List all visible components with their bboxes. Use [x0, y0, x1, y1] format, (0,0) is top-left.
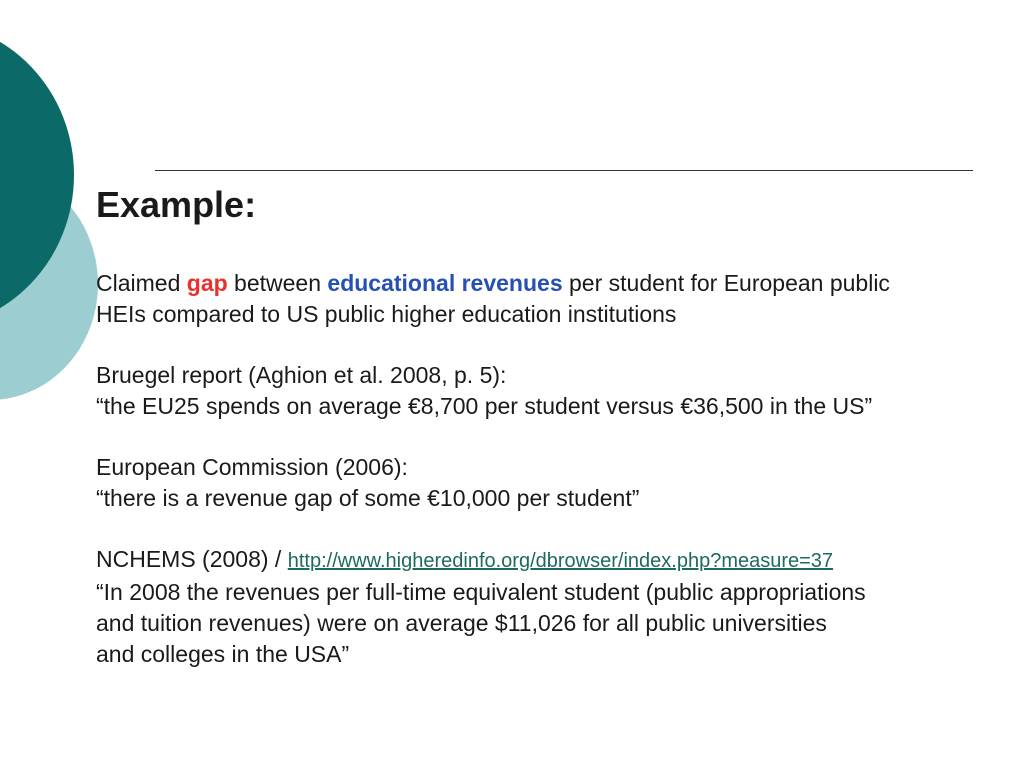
- revenues-highlight: educational revenues: [327, 270, 563, 296]
- nchems-paragraph: [96, 544, 996, 670]
- claim-text-post: per student for European public: [562, 270, 890, 296]
- commission-paragraph: [96, 452, 996, 514]
- claim-text-pre: Claimed: [96, 270, 187, 296]
- gap-highlight: gap: [186, 270, 228, 296]
- commission-source: European Commission (2006):: [96, 454, 408, 480]
- bruegel-source: Bruegel report (Aghion et al. 2008, p. 5):: [96, 362, 507, 388]
- nchems-quote-line-3: and colleges in the USA”: [96, 641, 350, 667]
- claim-text-mid: between: [227, 270, 328, 296]
- nchems-source-line: [96, 544, 996, 577]
- slide-title: Example:: [96, 184, 257, 225]
- bruegel-quote: “the EU25 spends on average €8,700 per student versus €36,500 in the US”: [96, 393, 873, 419]
- bruegel-paragraph: [96, 360, 996, 422]
- claim-line-1: [96, 268, 996, 299]
- commission-quote: “there is a revenue gap of some €10,000 per student”: [96, 485, 640, 511]
- nchems-link[interactable]: http://www.higheredinfo.org/dbrowser/index.php?measure=37: [287, 550, 834, 572]
- claim-line-2: HEIs compared to US public higher education institutions: [96, 301, 677, 327]
- nchems-source: NCHEMS (2008) /: [96, 546, 288, 572]
- nchems-quote-line-1: “In 2008 the revenues per full-time equivalent student (public appropriations: [96, 579, 866, 605]
- nchems-quote-line-2: and tuition revenues) were on average $11,026 for all public universities: [96, 610, 827, 636]
- claim-paragraph: [96, 268, 996, 330]
- slide-body: [96, 268, 996, 700]
- title-rule: [155, 170, 973, 171]
